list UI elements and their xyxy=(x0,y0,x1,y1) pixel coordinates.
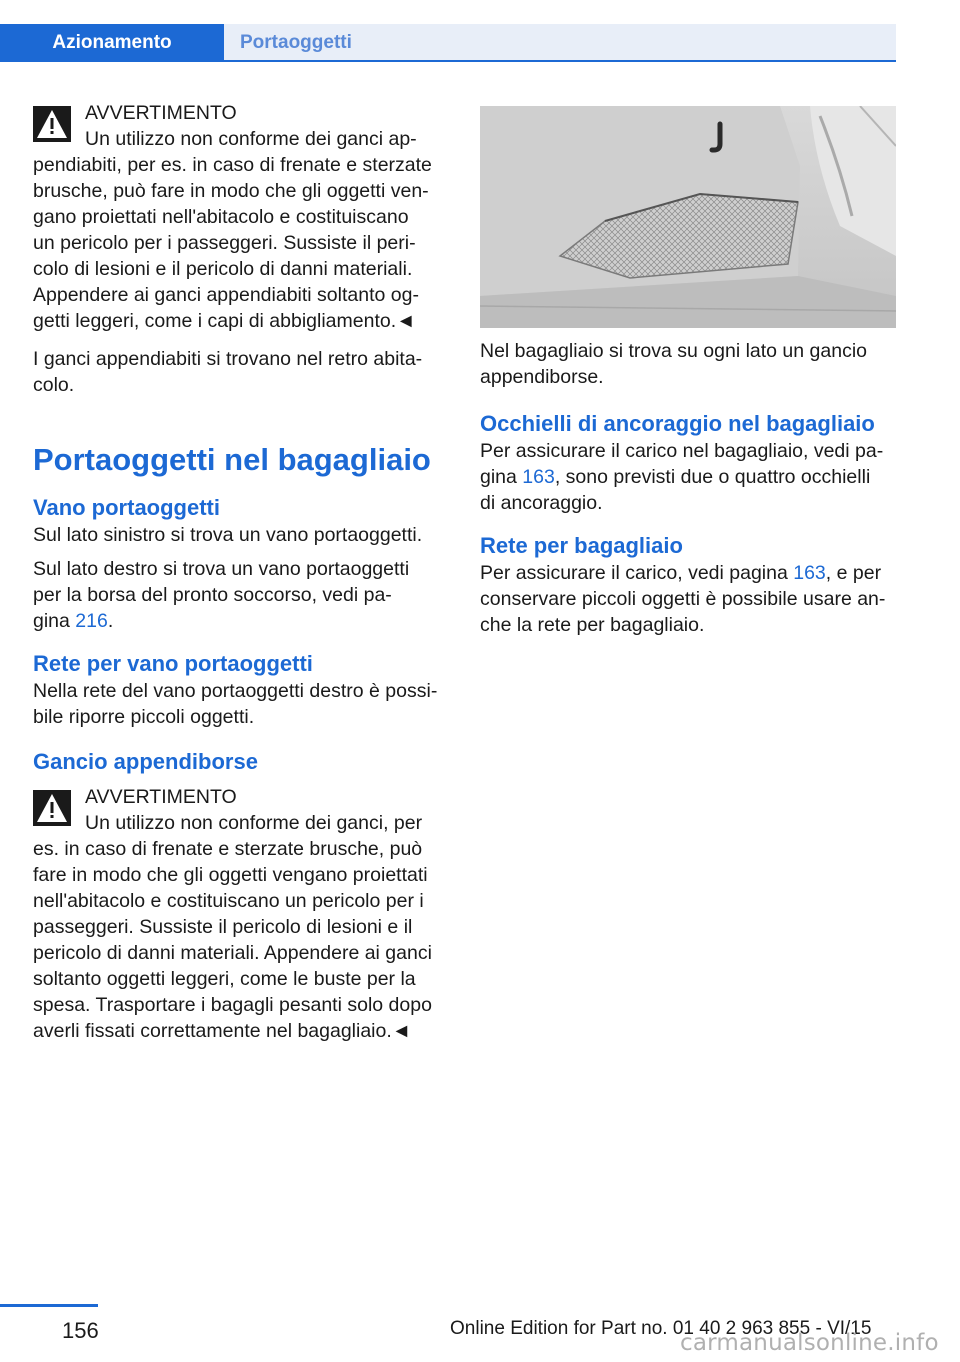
page-link-216[interactable]: 216 xyxy=(75,610,108,632)
edition-info: Online Edition for Part no. 01 40 2 963 855 - VI/15 xyxy=(450,1318,872,1339)
watermark: carmanualsonline.info xyxy=(680,1330,939,1356)
warning-title: AVVERTIMENTO xyxy=(85,102,237,124)
section-text: Per assicurare il carico nel bagagliaio, vedi pa- gina 163, sono previsti due o quattro occhielli di ancoraggio. xyxy=(480,440,884,514)
section-title-vano-portaoggetti: Vano portaoggetti xyxy=(33,495,220,520)
right-column xyxy=(480,106,896,638)
section-title-gancio: Gancio appendiborse xyxy=(33,749,258,774)
section-title-rete-vano: Rete per vano portaoggetti xyxy=(33,651,313,676)
tab-portaoggetti[interactable]: Portaoggetti xyxy=(224,24,896,62)
warning-title: AVVERTIMENTO xyxy=(85,786,237,808)
section-text: Per assicurare il carico, vedi pagina 163, e per conservare piccoli oggetti è possibile usare an- che la rete per bagagliaio. xyxy=(480,562,886,636)
section-text: Sul lato destro si trova un vano portaoggetti per la borsa del pronto soccorso, vedi pa- gina 216. xyxy=(33,558,410,632)
left-column xyxy=(33,100,447,1044)
section-title-rete-bagagliaio: Rete per bagagliaio xyxy=(480,533,683,558)
page-number: 156 xyxy=(62,1318,99,1343)
page-link-163[interactable]: 163 xyxy=(793,562,826,584)
page-link-163[interactable]: 163 xyxy=(522,466,555,488)
section-title-occhielli: Occhielli di ancoraggio nel bagagliaio xyxy=(480,411,875,436)
section-text: Nella rete del vano portaoggetti destro è possi- bile riporre piccoli oggetti. xyxy=(33,680,438,728)
warning-triangle-icon xyxy=(33,106,71,142)
footer-rule xyxy=(0,1304,98,1307)
hooks-location-text: I ganci appendiabiti si trovano nel retro abita- colo. xyxy=(33,348,423,396)
tab-azionamento[interactable]: Azionamento xyxy=(0,24,224,62)
trunk-figure-illustration xyxy=(480,106,896,328)
warning-triangle-icon xyxy=(33,790,71,826)
warning-text: Un utilizzo non conforme dei ganci, per es. in caso di frenate e sterzate brusche, può fare in modo che gli oggetti vengano proiettati nell'abitacolo e costituiscano un pericolo per i passeggeri. Sussiste il pericolo di lesioni e il pericolo di danni materiali. Appendere ai ganci soltanto oggetti leggeri, come le buste per la spesa. Trasportare i bagagli pesanti solo dopo averli fissati correttamente nel bagagliaio.◄ xyxy=(33,812,432,1042)
figure-caption: Nel bagagliaio si trova su ogni lato un gancio appendiborse. xyxy=(480,340,868,388)
warning-block-clothes-hooks xyxy=(33,100,447,334)
chapter-title: Portaoggetti nel bagagliaio xyxy=(33,442,431,477)
warning-text: Un utilizzo non conforme dei ganci ap- pendiabiti, per es. in caso di frenate e sterzate brusche, può fare in modo che gli oggetti ven- gano proiettati nell'abitacolo e costituiscano un pericolo per i passeggeri. Sussiste il peri- colo di lesioni e il pericolo di danni materiali. Appendere ai ganci appendiabiti soltanto og- getti leggeri, come i capi di abbigliamento.◄ xyxy=(33,128,432,332)
header-rule xyxy=(224,60,896,62)
warning-block-bag-hooks xyxy=(33,784,447,1044)
section-text: Sul lato sinistro si trova un vano portaoggetti. xyxy=(33,524,423,546)
